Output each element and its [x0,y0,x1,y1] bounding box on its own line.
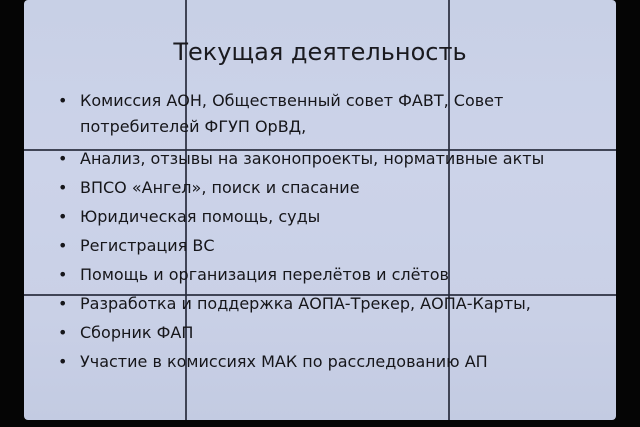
list-item [54,88,609,140]
list-item [54,146,609,172]
list-item [54,320,609,346]
bullet-icon: • [58,207,68,226]
list-item [54,291,609,317]
list-item-text: Юридическая помощь, суды [80,207,321,226]
bullet-icon: • [58,352,68,371]
list-item [54,262,609,288]
list-item [54,233,609,259]
list-item-text: Комиссия АОН, Общественный совет ФАВТ, Совет потребителей ФГУП ОрВД, [80,91,504,136]
list-item-text: Анализ, отзывы на законопроекты, нормативные акты [80,149,545,168]
bullet-icon: • [58,294,68,313]
bullet-icon: • [58,265,68,284]
list-item-text: Регистрация ВС [80,236,215,255]
bullet-list [54,88,609,375]
bullet-icon: • [58,323,68,342]
list-item-text: Сборник ФАП [80,323,194,342]
list-item [54,204,609,230]
list-item [54,175,609,201]
list-item-text: ВПСО «Ангел», поиск и спасание [80,178,360,197]
slide-title: Текущая деятельность [173,38,467,66]
bullet-icon: • [58,236,68,255]
bullet-icon: • [58,178,68,197]
list-item-text: Участие в комиссиях МАК по расследованию АП [80,352,488,371]
bullet-icon: • [58,149,68,168]
bullet-icon: • [58,91,68,110]
projection-screen [24,0,616,420]
list-item-text: Разработка и поддержка АОПА-Трекер, АОПА-Карты, [80,294,531,313]
list-item [54,349,609,375]
list-item-text: Помощь и организация перелётов и слётов [80,265,449,284]
